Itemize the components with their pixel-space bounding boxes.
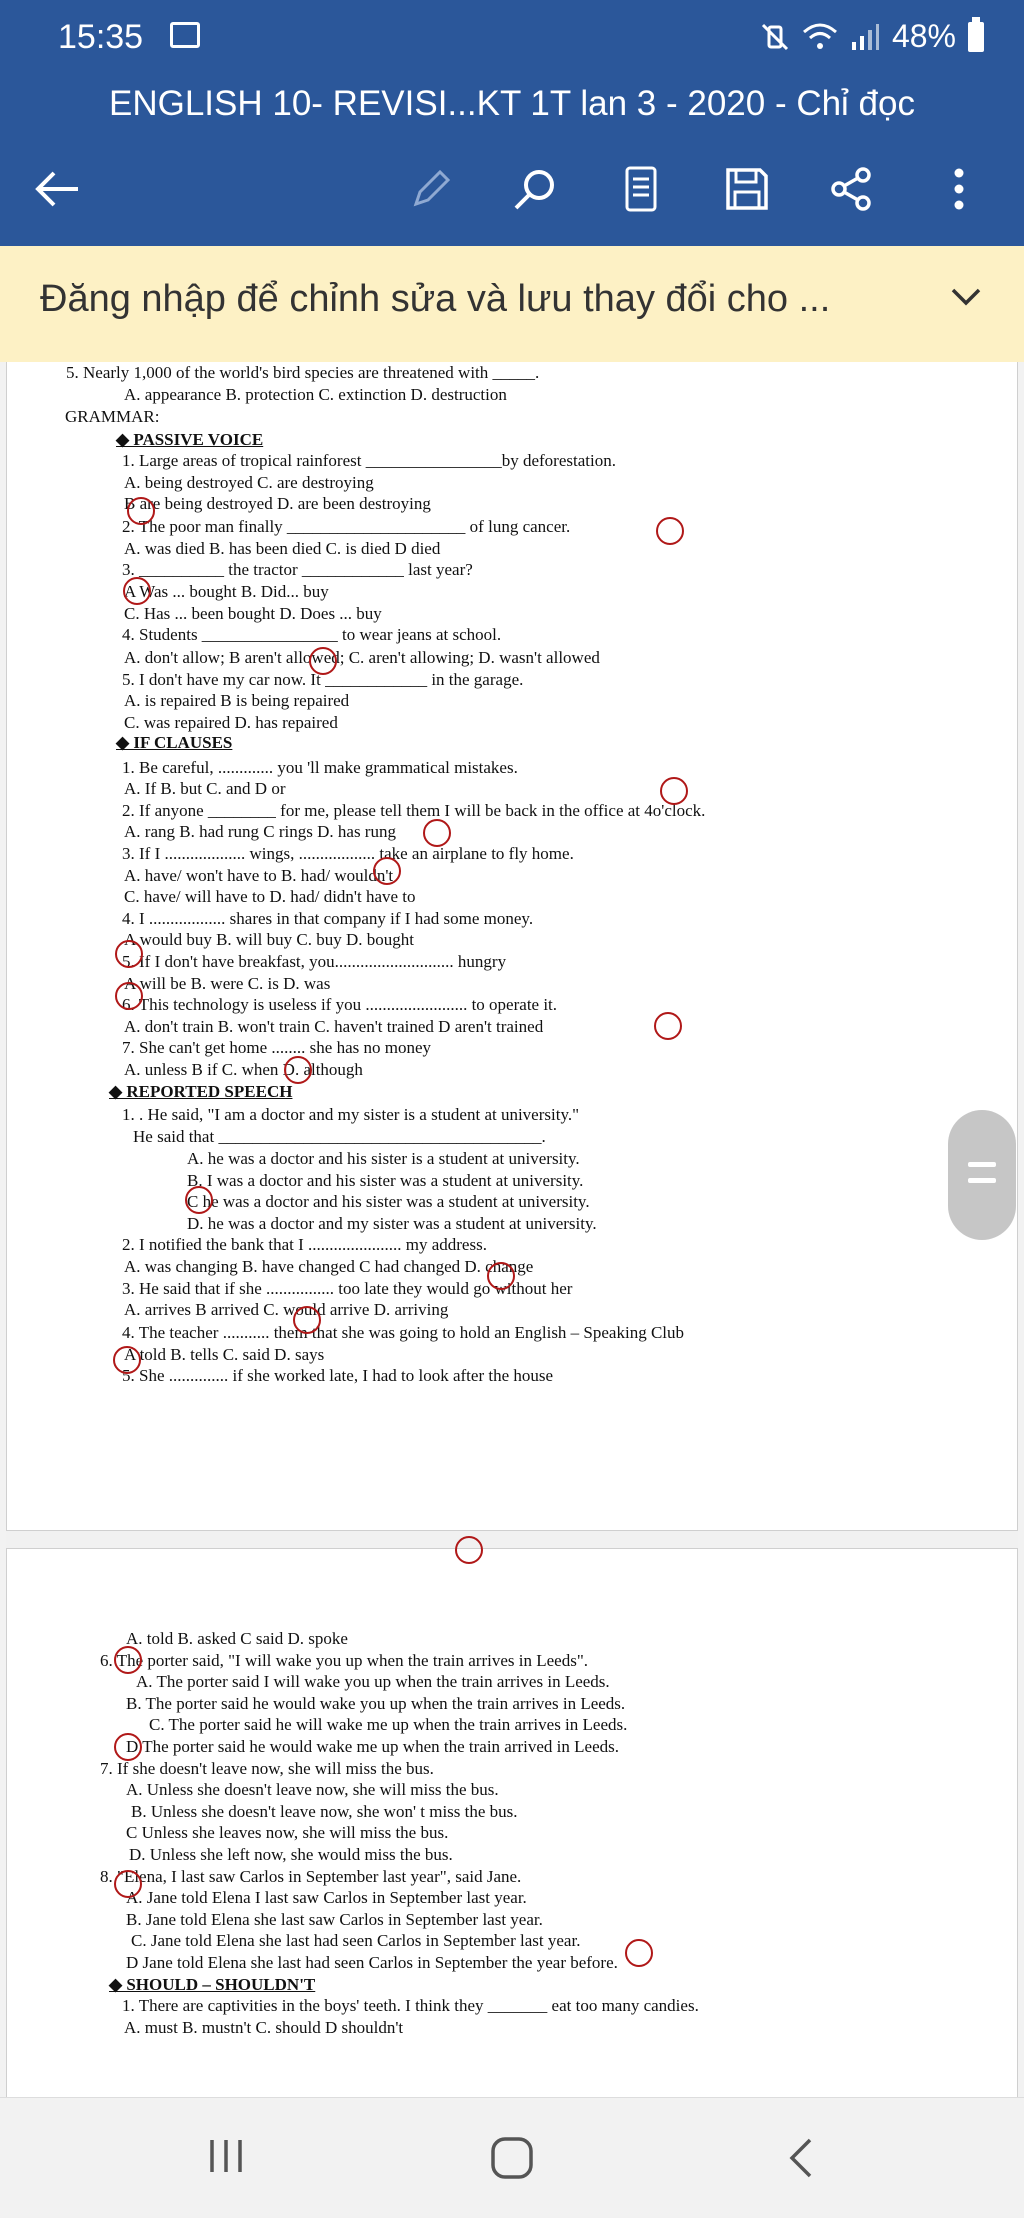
document-page-1 — [6, 362, 1018, 1531]
document-line: 7. She can't get home ........ she has no money — [122, 1038, 432, 1058]
answer-circle-mark — [660, 777, 688, 805]
sign-in-banner[interactable] — [0, 246, 1024, 362]
document-line: 8. "Elena, I last saw Carlos in September last year", said Jane. — [100, 1866, 522, 1886]
document-line: A. is repaired B is being repaired — [124, 691, 350, 711]
answer-circle-mark — [123, 577, 151, 605]
answer-circle-mark — [656, 517, 684, 545]
document-line: B. Jane told Elena she last saw Carlos in September last year. — [126, 1909, 543, 1929]
document-line: A. If B. but C. and D or — [124, 779, 286, 799]
document-page-2 — [6, 1548, 1018, 2097]
back-nav-button[interactable] — [786, 2136, 816, 2185]
share-button[interactable] — [822, 160, 880, 218]
document-line: C. was repaired D. has repaired — [124, 713, 338, 732]
document-line: C. Has ... been bought D. Does ... buy — [124, 603, 382, 623]
recent-apps-icon — [206, 2136, 246, 2176]
document-line: 1. Be careful, ............. you 'll make grammatical mistakes. — [122, 757, 518, 777]
document-line: A. don't allow; B aren't allowed; C. aren't allowing; D. wasn't allowed — [124, 648, 600, 668]
pencil-icon — [408, 166, 454, 212]
document-line: 4. Students ________________ to wear jeans at school. — [122, 625, 502, 645]
document-line: D The porter said he would wake me up when the train arrived in Leeds. — [126, 1737, 619, 1756]
back-nav-icon — [786, 2136, 816, 2180]
answer-circle-mark — [625, 1939, 653, 1967]
app-header — [0, 0, 1024, 246]
wifi-icon — [802, 22, 838, 52]
more-button[interactable] — [930, 160, 988, 218]
signal-icon — [850, 22, 880, 52]
document-line: 5. If I don't have breakfast, you............................ hungry — [122, 951, 507, 971]
mobile-view-icon — [623, 165, 659, 213]
document-title: ENGLISH 10- REVISI...KT 1T lan 3 - 2020 - Chỉ đọc — [108, 84, 915, 123]
document-line: A. arrives B arrived C. would arrive D. arriving — [124, 1300, 449, 1320]
document-line: A would buy B. will buy C. buy D. bought — [124, 930, 414, 950]
document-line: A. Unless she doesn't leave now, she will miss the bus. — [126, 1780, 499, 1800]
document-line: 3. __________ the tractor ____________ last year? — [122, 560, 473, 580]
document-line: ◆ IF CLAUSES — [116, 733, 233, 753]
answer-circle-mark — [113, 1346, 141, 1374]
document-line: B. The porter said he would wake you up when the train arrives in Leeds. — [126, 1693, 626, 1713]
answer-circle-mark — [455, 1536, 483, 1564]
system-navigation-bar — [0, 2097, 1024, 2218]
mobile-view-button[interactable] — [612, 160, 670, 218]
document-line: B. Unless she doesn't leave now, she won' t miss the bus. — [131, 1801, 518, 1821]
status-time: 15:35 — [58, 18, 144, 56]
banner-text: Đăng nhập để chỉnh sửa và lưu thay đổi cho ... — [40, 278, 831, 320]
answer-circle-mark — [127, 497, 155, 525]
document-line: C. Jane told Elena she last had seen Carlos in September last year. — [131, 1931, 581, 1951]
status-right — [760, 18, 984, 55]
document-line: D Jane told Elena she last had seen Carlos in September the year before. — [126, 1953, 618, 1972]
document-line: A. rang B. had rung C rings D. has rung — [124, 822, 396, 842]
document-line: 5. I don't have my car now. It ____________ in the garage. — [122, 669, 524, 689]
document-line: A. appearance B. protection C. extinction D. destruction — [124, 384, 507, 404]
answer-circle-mark — [423, 819, 451, 847]
document-line: D. Unless she left now, she would miss the bus. — [129, 1845, 453, 1864]
answer-circle-mark — [487, 1262, 515, 1290]
home-icon — [490, 2136, 534, 2180]
save-button[interactable] — [718, 160, 776, 218]
document-line: ◆ REPORTED SPEECH — [109, 1081, 293, 1101]
document-line: C. The porter said he will wake me up when the train arrives in Leeds. — [149, 1715, 628, 1735]
answer-circle-mark — [309, 647, 337, 675]
answer-circle-mark — [115, 940, 143, 968]
answer-circle-mark — [293, 1306, 321, 1334]
document-line: 1. . He said, "I am a doctor and my sister is a student at university." — [122, 1104, 580, 1124]
document-line: A. was changing B. have changed C had changed D. change — [124, 1257, 534, 1277]
document-line: 1. Large areas of tropical rainforest ________________by deforestation. — [122, 451, 616, 471]
document-line: GRAMMAR: — [65, 406, 160, 426]
document-line: 3. He said that if she ................ too late they would go without her — [122, 1278, 573, 1298]
document-line: C he was a doctor and his sister was a student at university. — [187, 1192, 590, 1212]
document-line: 5. Nearly 1,000 of the world's bird species are threatened with _____. — [66, 363, 540, 383]
document-line: 7. If she doesn't leave now, she will miss the bus. — [100, 1758, 434, 1778]
save-icon — [723, 165, 771, 213]
document-line: A. being destroyed C. are destroying — [124, 472, 374, 492]
document-line: 6. This technology is useless if you ........................ to operate it. — [122, 995, 558, 1015]
mute-vibrate-icon — [760, 22, 790, 52]
document-line: C. have/ will have to D. had/ didn't have to — [124, 887, 416, 907]
document-line: 3. If I ................... wings, .................. take an airplane to fly home. — [122, 843, 574, 863]
answer-circle-mark — [115, 982, 143, 1010]
search-button[interactable] — [506, 160, 564, 218]
document-line: B. I was a doctor and his sister was a student at university. — [187, 1170, 584, 1190]
status-bar — [0, 0, 1024, 74]
document-line: A. don't train B. won't train C. haven't trained D aren't trained — [124, 1016, 544, 1036]
document-line: 4. The teacher ........... them that she was going to hold an English – Speaking Club — [122, 1323, 685, 1343]
document-line: 2. If anyone ________ for me, please tell them I will be back in the office at 4o'clock. — [122, 800, 706, 820]
answer-circle-mark — [114, 1646, 142, 1674]
answer-circle-mark — [185, 1186, 213, 1214]
banner-expand-button[interactable] — [950, 286, 982, 313]
share-icon — [827, 165, 875, 213]
chevron-down-icon — [950, 286, 982, 308]
arrow-left-icon — [32, 169, 82, 209]
document-line: A told B. tells C. said D. says — [124, 1344, 325, 1364]
document-line: B are being destroyed D. are been destroying — [124, 494, 431, 514]
document-line: 6. The porter said, "I will wake you up when the train arrives in Leeds". — [100, 1650, 589, 1670]
answer-circle-mark — [114, 1733, 142, 1761]
battery-icon — [968, 22, 984, 52]
document-line: ◆ SHOULD – SHOULDN'T — [109, 1974, 316, 1994]
document-line: A. must B. mustn't C. should D shouldn't — [124, 2017, 404, 2037]
battery-percent: 48% — [891, 18, 956, 54]
document-line: He said that ______________________________________. — [133, 1127, 546, 1147]
document-line: 5. She .............. if she worked late, I had to look after the house — [122, 1366, 554, 1386]
recent-apps-button[interactable] — [206, 2136, 246, 2181]
answer-circle-mark — [654, 1012, 682, 1040]
document-line: A. have/ won't have to B. had/ wouldn't — [124, 865, 394, 885]
document-line: ◆ PASSIVE VOICE — [116, 429, 264, 449]
document-line: A. was died B. has been died C. is died D died — [124, 538, 441, 558]
home-button[interactable] — [490, 2136, 534, 2185]
gallery-notification-icon — [170, 22, 200, 48]
document-line: 2. The poor man finally _____________________ of lung cancer. — [122, 517, 571, 537]
document-line: A Was ... bought B. Did... buy — [124, 582, 329, 602]
document-line: A. The porter said I will wake you up when the train arrives in Leeds. — [136, 1672, 610, 1692]
document-line: A. he was a doctor and his sister is a student at university. — [187, 1149, 580, 1169]
answer-circle-mark — [114, 1870, 142, 1898]
fast-scroll-handle[interactable] — [948, 1110, 1016, 1240]
document-line: D. he was a doctor and my sister was a student at university. — [187, 1213, 597, 1233]
document-line: A. told B. asked C said D. spoke — [126, 1629, 348, 1648]
back-button[interactable] — [28, 160, 86, 218]
answer-circle-mark — [373, 857, 401, 885]
search-icon — [511, 165, 559, 213]
edit-button[interactable] — [402, 160, 460, 218]
answer-circle-mark — [284, 1056, 312, 1084]
document-line: 2. I notified the bank that I ...................... my address. — [122, 1235, 487, 1255]
document-line: A. Jane told Elena I last saw Carlos in September last year. — [126, 1888, 527, 1908]
document-viewer[interactable] — [6, 362, 1018, 2097]
document-line: 4. I .................. shares in that company if I had some money. — [122, 908, 534, 928]
toolbar — [0, 150, 1024, 230]
document-line: 1. There are captivities in the boys' teeth. I think they _______ eat too many candies. — [122, 1996, 699, 2016]
document-line: C Unless she leaves now, she will miss the bus. — [126, 1823, 449, 1843]
more-vertical-icon — [952, 165, 966, 213]
document-line: A will be B. were C. is D. was — [124, 973, 331, 993]
document-line: A. unless B if C. when D. although — [124, 1059, 363, 1079]
